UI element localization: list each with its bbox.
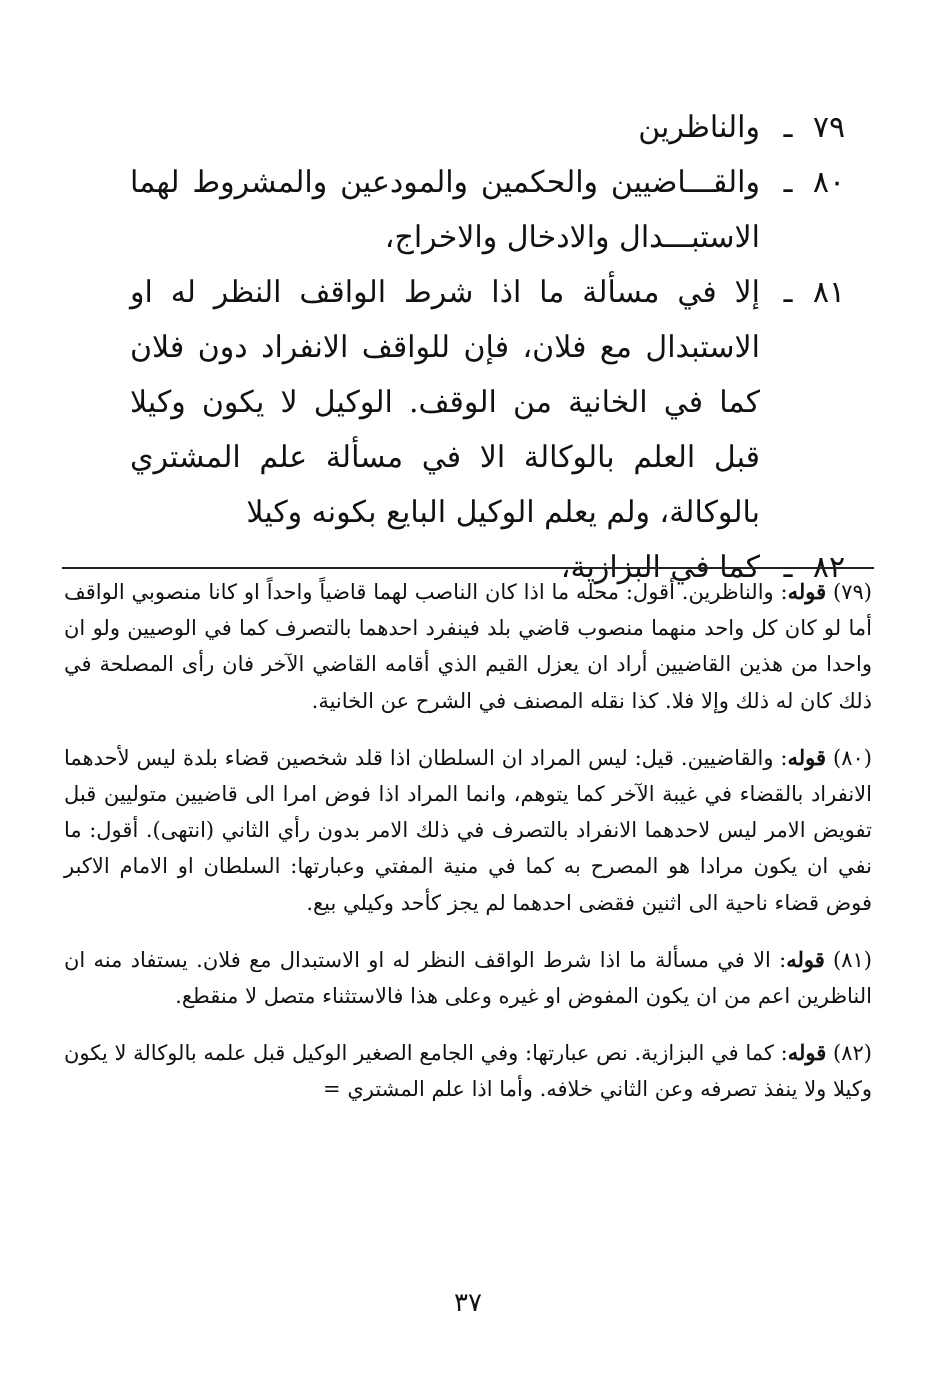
footnote-separator-rule bbox=[62, 567, 874, 569]
main-item-dash: ـ bbox=[783, 165, 793, 200]
main-item-text: إلا في مسألة ما اذا شرط الواقف النظر له او الاستبدال مع فلان، فإن للواقف الانفراد دون فلان كما في الخانية من الوقف. الوكيل لا يكون وكيلا قبل العلم بالوكالة الا في مسألة علم المشتري بالوكالة، ولم يعلم الوكيل البايع بكونه وكيلا bbox=[130, 275, 760, 530]
footnote-number: (٨٢) bbox=[833, 1041, 872, 1066]
main-item-number: ٧٩ bbox=[812, 110, 846, 145]
footnotes-block bbox=[64, 574, 872, 1114]
footnote-text: : الا في مسألة ما اذا شرط الواقف النظر له او الاستبدال مع فلان. يستفاد منه ان الناظرين اعم من ان يكون المفوض او غيره وعلى هذا فالاستثناء متصل لا منقطع. bbox=[64, 947, 872, 1009]
footnote-number: (٨١) bbox=[833, 947, 872, 972]
main-item bbox=[130, 100, 846, 155]
footnote-text: : والناظرين. أقول: محله ما اذا كان الناصب لهما قاضياً واحداً او كانا منصوبي الواقف أما لو كان كل واحد منهما منصوب قاضي بلد فينفرد احدهما بالتصرف كما في الوصيين ولو ان واحدا من هذين القاضيين أراد ان يعزل القيم الذي أقامه القاضي الآخر فان رأى المصلحة في ذلك كان له ذلك وإلا فلا. كذا نقله المصنف في الشرح عن الخانية. bbox=[64, 580, 872, 713]
footnote bbox=[64, 1035, 872, 1107]
main-item-dash: ـ bbox=[783, 550, 793, 585]
main-item bbox=[130, 155, 846, 265]
footnote-label: قوله bbox=[787, 579, 827, 604]
footnote bbox=[64, 740, 872, 921]
main-item-text: كما في البزازية، bbox=[560, 550, 760, 585]
footnote bbox=[64, 942, 872, 1014]
main-item bbox=[130, 265, 846, 540]
main-item-text: والقـــاضيين والحكمين والمودعين والمشروط لهما الاستبـــدال والادخال والاخراج، bbox=[130, 165, 760, 255]
footnote bbox=[64, 574, 872, 719]
main-item-dash: ـ bbox=[783, 110, 793, 145]
footnote-text: : كما في البزازية. نص عبارتها: وفي الجامع الصغير الوكيل قبل علمه بالوكالة لا يكون وكيلا ولا ينفذ تصرفه وعن الثاني خلافه. وأما اذا علم المشتري = bbox=[64, 1041, 872, 1102]
main-item-number: ٨٠ bbox=[812, 165, 846, 200]
page-number: ٣٧ bbox=[454, 1288, 482, 1318]
main-text-block bbox=[130, 100, 846, 595]
footnote-label: قوله bbox=[787, 1040, 827, 1066]
footnote-number: (٨٠) bbox=[833, 745, 872, 770]
main-item-text: والناظرين bbox=[638, 110, 760, 145]
main-item-dash: ـ bbox=[783, 275, 793, 310]
footnote-label: قوله bbox=[786, 946, 825, 972]
main-item-number: ٨٢ bbox=[812, 550, 846, 585]
footnote-label: قوله bbox=[787, 744, 827, 770]
footnote-text: : والقاضيين. قيل: ليس المراد ان السلطان اذا قلد شخصين قضاء بلدة ليس لأحدهما الانفراد بالقضاء في غيبة الآخر كما يتوهم، وانما المراد اذا فوض امرا الى قاضيين متوليين قبل تفويض الامر ليس لاحدهما الانفراد بالتصرف في ذلك الامر بدون رأي الثاني (انتهى). أقول: ما نفي ان يكون مرادا هو المصرح به كما في منية المفتي وعبارتها: السلطان او الامام الاكبر فوض قضاء ناحية الى اثنين فقضى احدهما لم يجز كأحد وكيلي بيع. bbox=[64, 745, 872, 915]
footnote-number: (٧٩) bbox=[833, 580, 872, 604]
main-item-number: ٨١ bbox=[812, 275, 846, 310]
